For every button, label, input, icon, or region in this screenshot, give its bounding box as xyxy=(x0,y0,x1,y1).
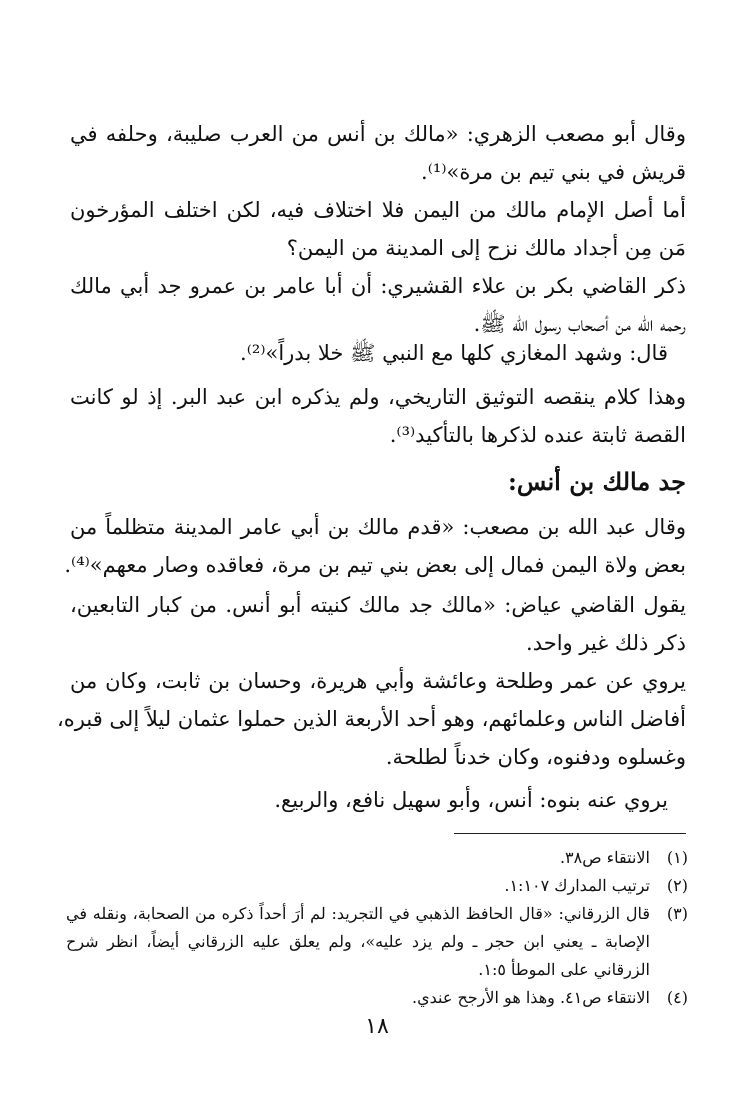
section-heading-block xyxy=(70,462,686,502)
paragraph-line: مَن مِن أجداد مالك نزح إلى المدينة من اليمن؟ xyxy=(286,236,686,260)
paragraph-line: القصة ثابتة عنده لذكرها بالتأكيد⁽³⁾. xyxy=(389,423,686,447)
paragraph-line: أما أصل الإمام مالك من اليمن فلا اختلاف فيه، لكن اختلف المؤرخون xyxy=(70,198,686,222)
paragraph-line: قريش في بني تيم بن مرة»⁽¹⁾. xyxy=(421,160,686,184)
footnote-number: (٢) xyxy=(666,876,688,895)
section-paragraph-3 xyxy=(57,662,686,776)
paragraph-line: ذكر القاضي بكر بن علاء القشيري: أن أبا عامر بن عمرو جد أبي مالك xyxy=(70,274,686,298)
paragraph-line: يروي عنه بنوه: أنس، وأبو سهيل نافع، والربيع. xyxy=(274,788,668,812)
footnotes xyxy=(66,844,688,1012)
footnote-number: (٤) xyxy=(666,988,688,1007)
section-paragraph-4 xyxy=(70,781,686,819)
footnote-number: (٣) xyxy=(666,904,688,923)
paragraph-line: يروي عن عمر وطلحة وعائشة وأبي هريرة، وحسان بن ثابت، وكان من xyxy=(70,669,686,693)
footnote-text: قال الزرقاني: «قال الحافظ الذهبي في التجريد: لم أرَ أحداً ذكره من الصحابة، ونقله في xyxy=(66,904,650,923)
section-heading: جد مالك بن أنس: xyxy=(508,467,686,496)
paragraph-2 xyxy=(70,191,686,267)
footnote-item xyxy=(66,844,688,872)
footnote-number: (١) xyxy=(666,848,688,867)
footnote-item xyxy=(66,872,688,900)
footnote-text: ترتيب المدارك ١:١٠٧. xyxy=(504,876,650,895)
footnote-text: الإصابة ـ يعني ابن حجر ـ ولم يزد عليه»، ولم يعلق عليه الزرقاني أيضاً، انظر شرح xyxy=(66,932,650,951)
paragraph-5 xyxy=(70,378,686,454)
footnote-text: الانتقاء ص٤١. وهذا هو الأرجح عندي. xyxy=(411,988,650,1007)
section-paragraph-1 xyxy=(64,508,686,584)
paragraph-line: وقال عبد الله بن مصعب: «قدم مالك بن أبي عامر المدينة متظلماً من xyxy=(70,515,686,539)
paragraph-line: رحمه الله من أصحاب رسول الله ﷺ. xyxy=(473,312,686,336)
footnote-text: الزرقاني على الموطأ ١:٥. xyxy=(478,960,650,979)
footnote-text: الانتقاء ص٣٨. xyxy=(559,848,650,867)
footnote-item xyxy=(66,900,688,984)
paragraph-line: بعض ولاة اليمن فمال إلى بعض بني تيم بن مرة، فعاقده وصار معهم»⁽⁴⁾. xyxy=(64,553,686,577)
footnote-separator xyxy=(454,833,686,834)
paragraph-line: وهذا كلام ينقصه التوثيق التاريخي، ولم يذكره ابن عبد البر. إذ لو كانت xyxy=(70,385,686,409)
section-paragraph-2 xyxy=(70,586,686,662)
paragraph-line: أفاضل الناس وعلمائهم، وهو أحد الأربعة الذين حملوا عثمان ليلاً إلى قبره، xyxy=(57,707,686,731)
paragraph-line: يقول القاضي عياض: «مالك جد مالك كنيته أبو أنس. من كبار التابعين، xyxy=(70,593,686,617)
paragraph-line: وغسلوه ودفنوه، وكان خدناً لطلحة. xyxy=(385,745,686,769)
paragraph-4 xyxy=(70,334,686,372)
paragraph-line: ذكر ذلك غير واحد. xyxy=(526,631,686,655)
paragraph-3 xyxy=(70,267,686,343)
paragraph-line: قال: وشهد المغازي كلها مع النبي ﷺ خلا بدراً»⁽²⁾. xyxy=(240,341,668,365)
paragraph-line: وقال أبو مصعب الزهري: «مالك بن أنس من العرب صليبة، وحلفه في xyxy=(70,122,686,146)
paragraph-1 xyxy=(70,115,686,191)
footnote-item xyxy=(66,984,688,1012)
page-number: ١٨ xyxy=(365,1014,389,1039)
